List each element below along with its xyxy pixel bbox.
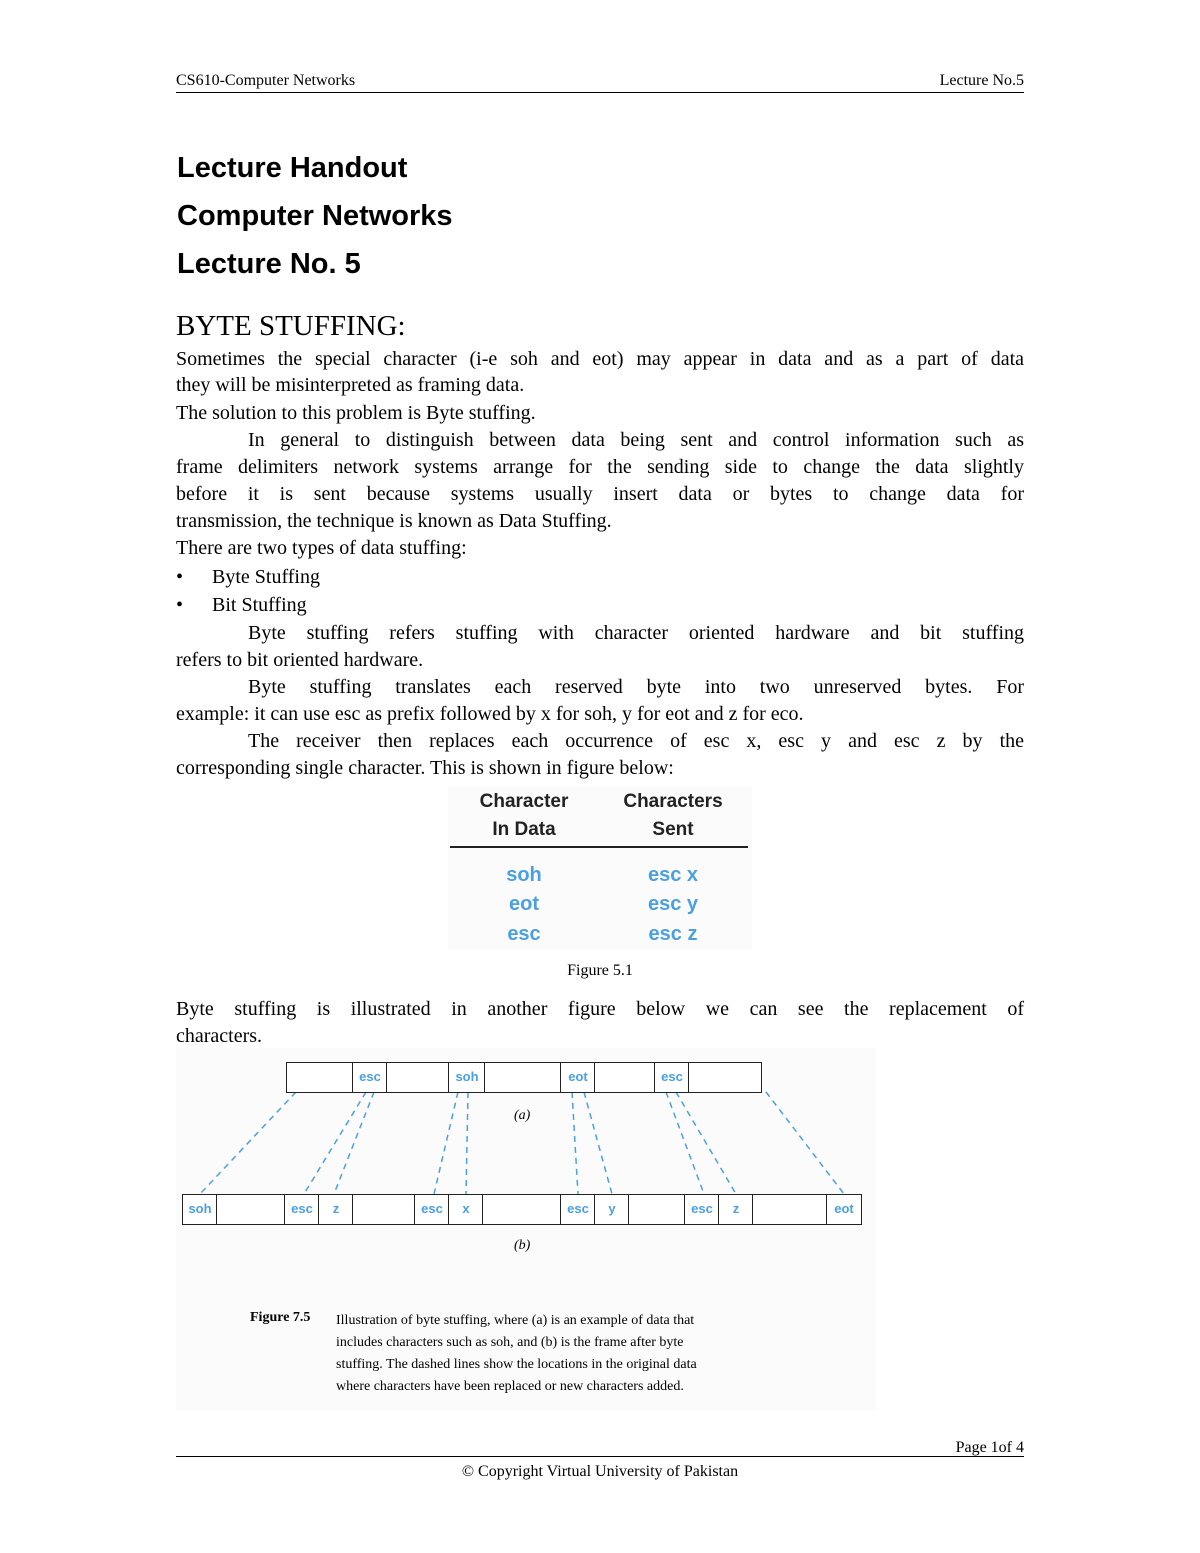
figure-5-1-table [448, 786, 752, 950]
frame-cell [594, 1062, 656, 1093]
frame-cell: x [448, 1194, 484, 1225]
section-heading: BYTE STUFFING: [176, 310, 406, 342]
title-lecture-handout: Lecture Handout [177, 152, 408, 184]
frame-cell [482, 1194, 562, 1225]
frame-cell: esc [560, 1194, 596, 1225]
frame-cell: esc [352, 1062, 388, 1093]
figure-caption-line: stuffing. The dashed lines show the locations in the original data [336, 1357, 697, 1372]
bullet-dot-icon: • [176, 566, 184, 588]
figure-caption-line: Illustration of byte stuffing, where (a) is an example of data that [336, 1313, 695, 1328]
paragraph-line: transmission, the technique is known as Data Stuffing. [176, 510, 612, 532]
header-lecture: Lecture No.5 [939, 72, 1024, 89]
frame-cell [386, 1062, 450, 1093]
title-lecture-number: Lecture No. 5 [177, 248, 361, 280]
table-cell: esc [507, 923, 541, 945]
paragraph-line: There are two types of data stuffing: [176, 537, 467, 559]
page-header [176, 72, 1024, 93]
frame-cell: eot [560, 1062, 596, 1093]
copyright: © Copyright Virtual University of Pakistan [461, 1463, 739, 1480]
frame-cell: y [594, 1194, 630, 1225]
title-course: Computer Networks [177, 200, 453, 232]
figure-caption-line: where characters have been replaced or new characters added. [336, 1379, 684, 1394]
bullet-text: Bit Stuffing [212, 594, 307, 616]
frame-cell: esc [684, 1194, 720, 1225]
figure-label-b: (b) [514, 1238, 531, 1253]
frame-cell: soh [182, 1194, 218, 1225]
paragraph-line: refers to bit oriented hardware. [176, 649, 424, 671]
table-cell: eot [509, 893, 539, 915]
bullet-dot-icon: • [176, 594, 184, 616]
table-cell: esc y [647, 893, 699, 915]
table-header-characters-sent: Characters Sent [623, 791, 723, 840]
figure-caption-line: includes characters such as soh, and (b) is the frame after byte [336, 1335, 684, 1350]
paragraph-line: The solution to this problem is Byte stuffing. [176, 402, 536, 424]
paragraph-line: frame delimiters network systems arrange for the sending side to change the data slightly [176, 456, 1024, 478]
frame-cell [352, 1194, 416, 1225]
figure-7-5-byte-stuffing [176, 1048, 876, 1410]
paragraph-line: Sometimes the special character (i-e soh and eot) may appear in data and as a part of data [176, 348, 1024, 370]
frame-cell [628, 1194, 686, 1225]
frame-cell [752, 1194, 828, 1225]
frame-cell: esc [284, 1194, 320, 1225]
paragraph-line: Byte stuffing is illustrated in another figure below we can see the replacement of [176, 998, 1024, 1020]
paragraph-line: example: it can use esc as prefix followed by x for soh, y for eot and z for eco. [176, 703, 804, 725]
paragraph-line: The receiver then replaces each occurrence of esc x, esc y and esc z by the [248, 730, 1024, 752]
paragraph-line: Byte stuffing refers stuffing with character oriented hardware and bit stuffing [248, 622, 1024, 644]
frame-cell: eot [826, 1194, 862, 1225]
paragraph-line: before it is sent because systems usually insert data or bytes to change data for [176, 483, 1024, 505]
table-cell: soh [506, 864, 542, 886]
frame-cell: z [318, 1194, 354, 1225]
figure-caption-label: Figure 7.5 [250, 1310, 311, 1325]
header-course: CS610-Computer Networks [176, 72, 356, 89]
paragraph-line: In general to distinguish between data being sent and control information such as [248, 429, 1024, 451]
page-number: Page 1of 4 [955, 1439, 1024, 1456]
frame-cell [216, 1194, 286, 1225]
table-cell: esc z [648, 923, 698, 945]
table-header-character-in-data: Character In Data [479, 791, 569, 840]
table-cell: esc x [647, 864, 699, 886]
figure-label-a: (a) [514, 1108, 531, 1123]
table-divider [450, 846, 748, 848]
paragraph-line: characters. [176, 1025, 263, 1047]
frame-cell: z [718, 1194, 754, 1225]
frame-cell: esc [414, 1194, 450, 1225]
frame-cell [484, 1062, 562, 1093]
figure-caption: Figure 5.1 [567, 962, 633, 979]
frame-cell [286, 1062, 354, 1093]
frame-cell: esc [654, 1062, 690, 1093]
paragraph-line: corresponding single character. This is shown in figure below: [176, 757, 674, 779]
bullet-text: Byte Stuffing [212, 566, 320, 588]
paragraph-line: Byte stuffing translates each reserved byte into two unreserved bytes. For [248, 676, 1024, 698]
page-footer [176, 1439, 1024, 1480]
paragraph-line: they will be misinterpreted as framing data. [176, 374, 525, 396]
frame-cell: soh [448, 1062, 486, 1093]
frame-cell [688, 1062, 762, 1093]
